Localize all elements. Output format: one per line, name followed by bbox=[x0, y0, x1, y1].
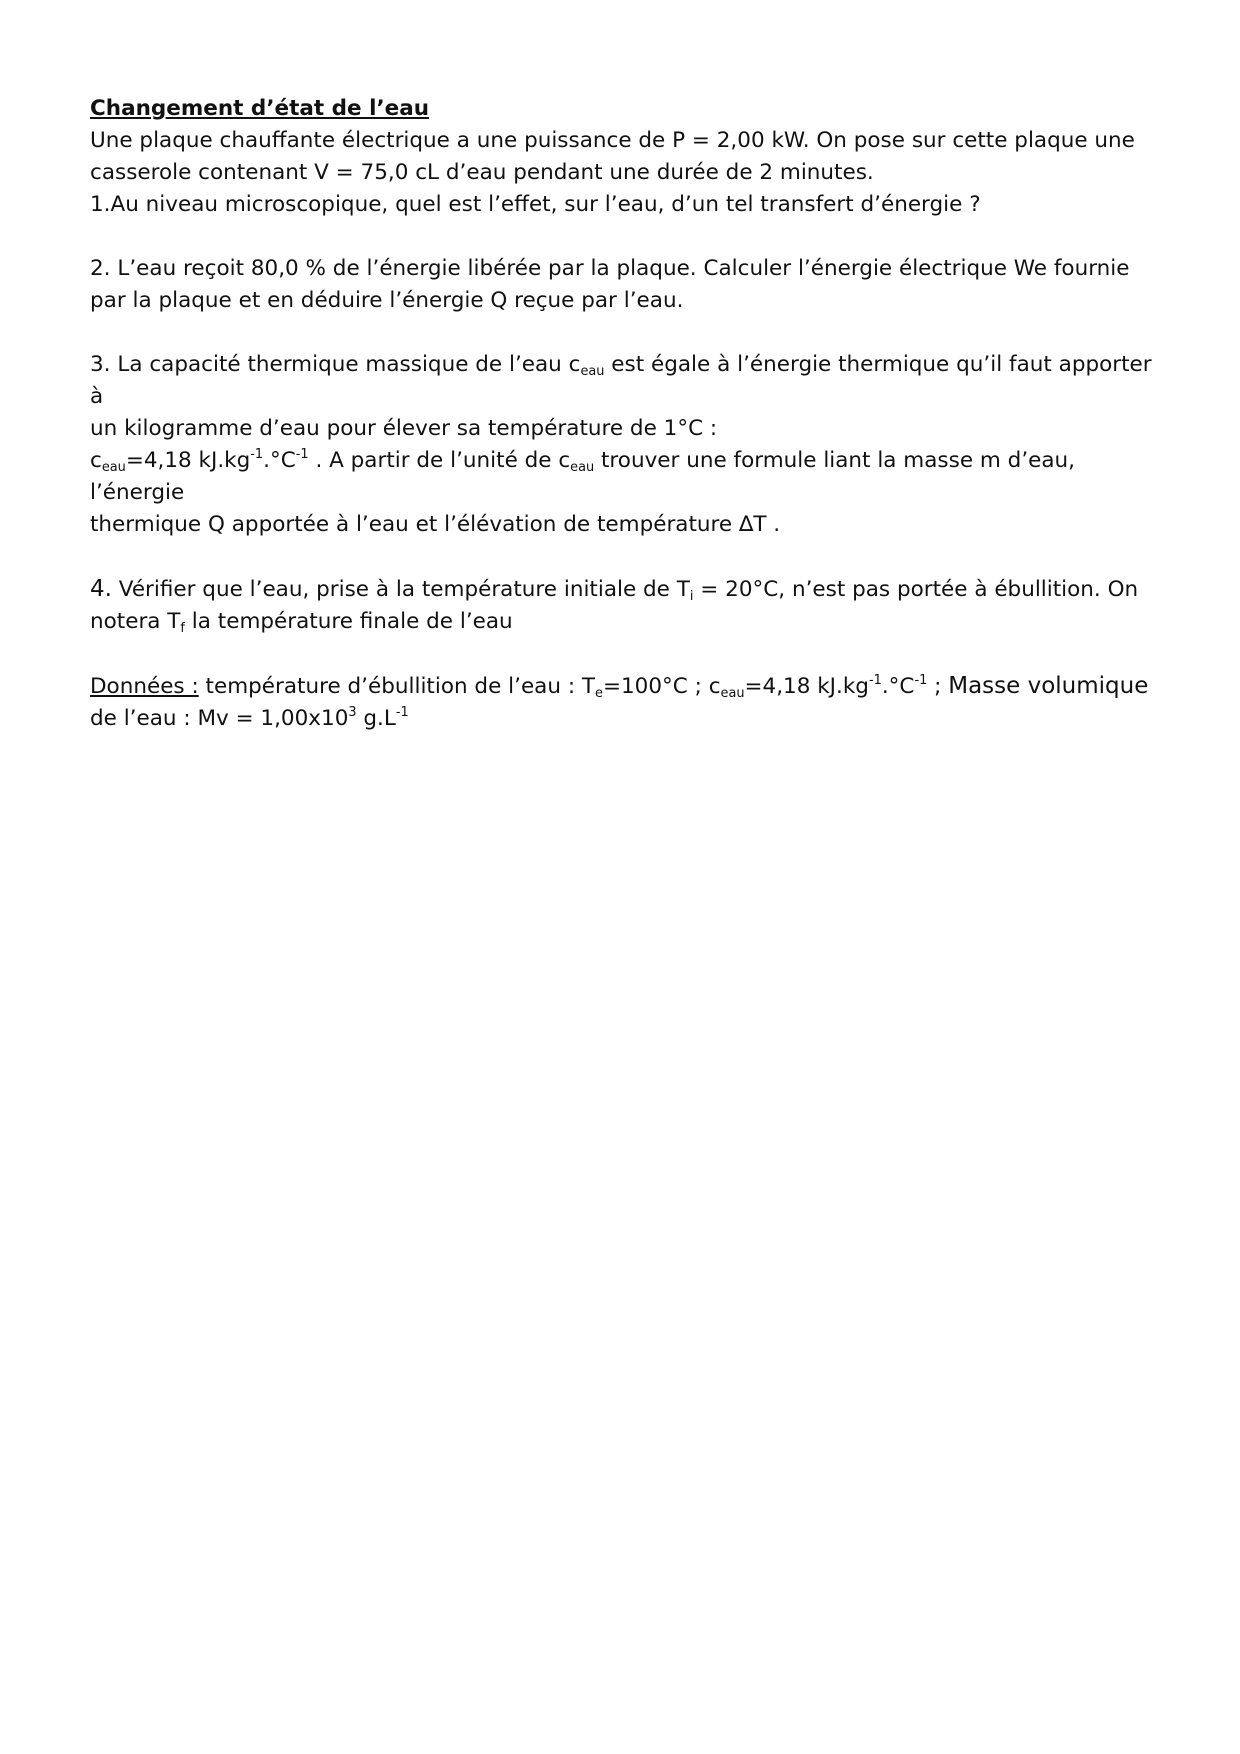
text: .°C bbox=[263, 448, 296, 473]
intro-line-1: Une plaque chauffante électrique a une puissance de P = 2,00 kW. On pose sur cette plaque une bbox=[90, 128, 1135, 153]
text: .°C bbox=[881, 674, 915, 699]
donnees-line-1 bbox=[90, 670, 1170, 703]
subscript: eau bbox=[580, 363, 605, 379]
subscript: eau bbox=[570, 459, 595, 475]
text: trouver une formule liant la masse m d’eau, l’énergie bbox=[90, 448, 1076, 505]
subscript: f bbox=[180, 620, 185, 636]
text: de l’eau : Mv = 1,00x10 bbox=[90, 706, 349, 731]
text: la température finale de l’eau bbox=[184, 609, 513, 634]
question-2-line-2: par la plaque et en déduire l’énergie Q reçue par l’eau. bbox=[90, 288, 684, 313]
text: notera T bbox=[90, 609, 181, 634]
question-2 bbox=[90, 253, 1170, 317]
text: =4,18 kJ.kg bbox=[744, 674, 869, 699]
question-4 bbox=[90, 573, 1170, 638]
text: T . bbox=[753, 512, 781, 537]
question-4-line-1 bbox=[90, 573, 1170, 606]
text: Vérifier que l’eau, prise à la température initiale de T bbox=[111, 577, 690, 602]
text: g.L bbox=[356, 706, 396, 731]
text: = 20°C, n’est pas portée à ébullition. On bbox=[693, 577, 1139, 602]
subscript: i bbox=[689, 588, 694, 604]
question-3 bbox=[90, 349, 1170, 541]
question-4-line-2 bbox=[90, 606, 1170, 638]
text: =4,18 kJ.kg bbox=[125, 448, 251, 473]
question-3-line-2: un kilogramme d’eau pour élever sa température de 1°C : bbox=[90, 416, 718, 441]
intro-paragraph bbox=[90, 125, 1170, 189]
donnees-section bbox=[90, 670, 1170, 735]
superscript: 3 bbox=[348, 704, 357, 720]
text: température d’ébullition de l’eau : T bbox=[198, 674, 596, 699]
superscript: -1 bbox=[914, 672, 928, 688]
superscript: -1 bbox=[868, 672, 882, 688]
text: est égale à l’énergie thermique qu’il faut apporter à bbox=[90, 352, 1152, 409]
question-1: 1.Au niveau microscopique, quel est l’effet, sur l’eau, d’un tel transfert d’énergie ? bbox=[90, 192, 981, 217]
spacer bbox=[90, 638, 1170, 670]
text: =100°C ; c bbox=[602, 674, 721, 699]
subscript: e bbox=[595, 685, 603, 701]
subscript: eau bbox=[101, 459, 126, 475]
delta-symbol: ∆ bbox=[738, 512, 754, 537]
text: thermique Q apportée à l’eau et l’élévation de température bbox=[90, 512, 739, 537]
question-3-line-1 bbox=[90, 349, 1170, 413]
donnees-label: Données : bbox=[90, 674, 199, 699]
exercise-title: Changement d’état de l’eau bbox=[90, 96, 430, 121]
text: Masse volumique bbox=[948, 673, 1149, 699]
subscript: eau bbox=[720, 685, 745, 701]
superscript: -1 bbox=[250, 446, 264, 462]
question-3-line-4 bbox=[90, 509, 1170, 541]
text: c bbox=[90, 448, 102, 473]
spacer bbox=[90, 541, 1170, 573]
spacer bbox=[90, 317, 1170, 349]
spacer bbox=[90, 221, 1170, 253]
superscript: -1 bbox=[295, 446, 309, 462]
exercise-content bbox=[90, 93, 1170, 735]
question-number: 4. bbox=[90, 576, 112, 602]
text: 3. La capacité thermique massique de l’eau c bbox=[90, 352, 581, 377]
text: ; bbox=[927, 674, 949, 699]
question-3-line-3 bbox=[90, 445, 1170, 509]
text: . A partir de l’unité de c bbox=[308, 448, 571, 473]
superscript: -1 bbox=[395, 704, 409, 720]
intro-line-2: casserole contenant V = 75,0 cL d’eau pendant une durée de 2 minutes. bbox=[90, 160, 874, 185]
question-2-line-1: 2. L’eau reçoit 80,0 % de l’énergie libérée par la plaque. Calculer l’énergie électrique We fournie bbox=[90, 256, 1130, 281]
donnees-line-2 bbox=[90, 703, 1170, 735]
